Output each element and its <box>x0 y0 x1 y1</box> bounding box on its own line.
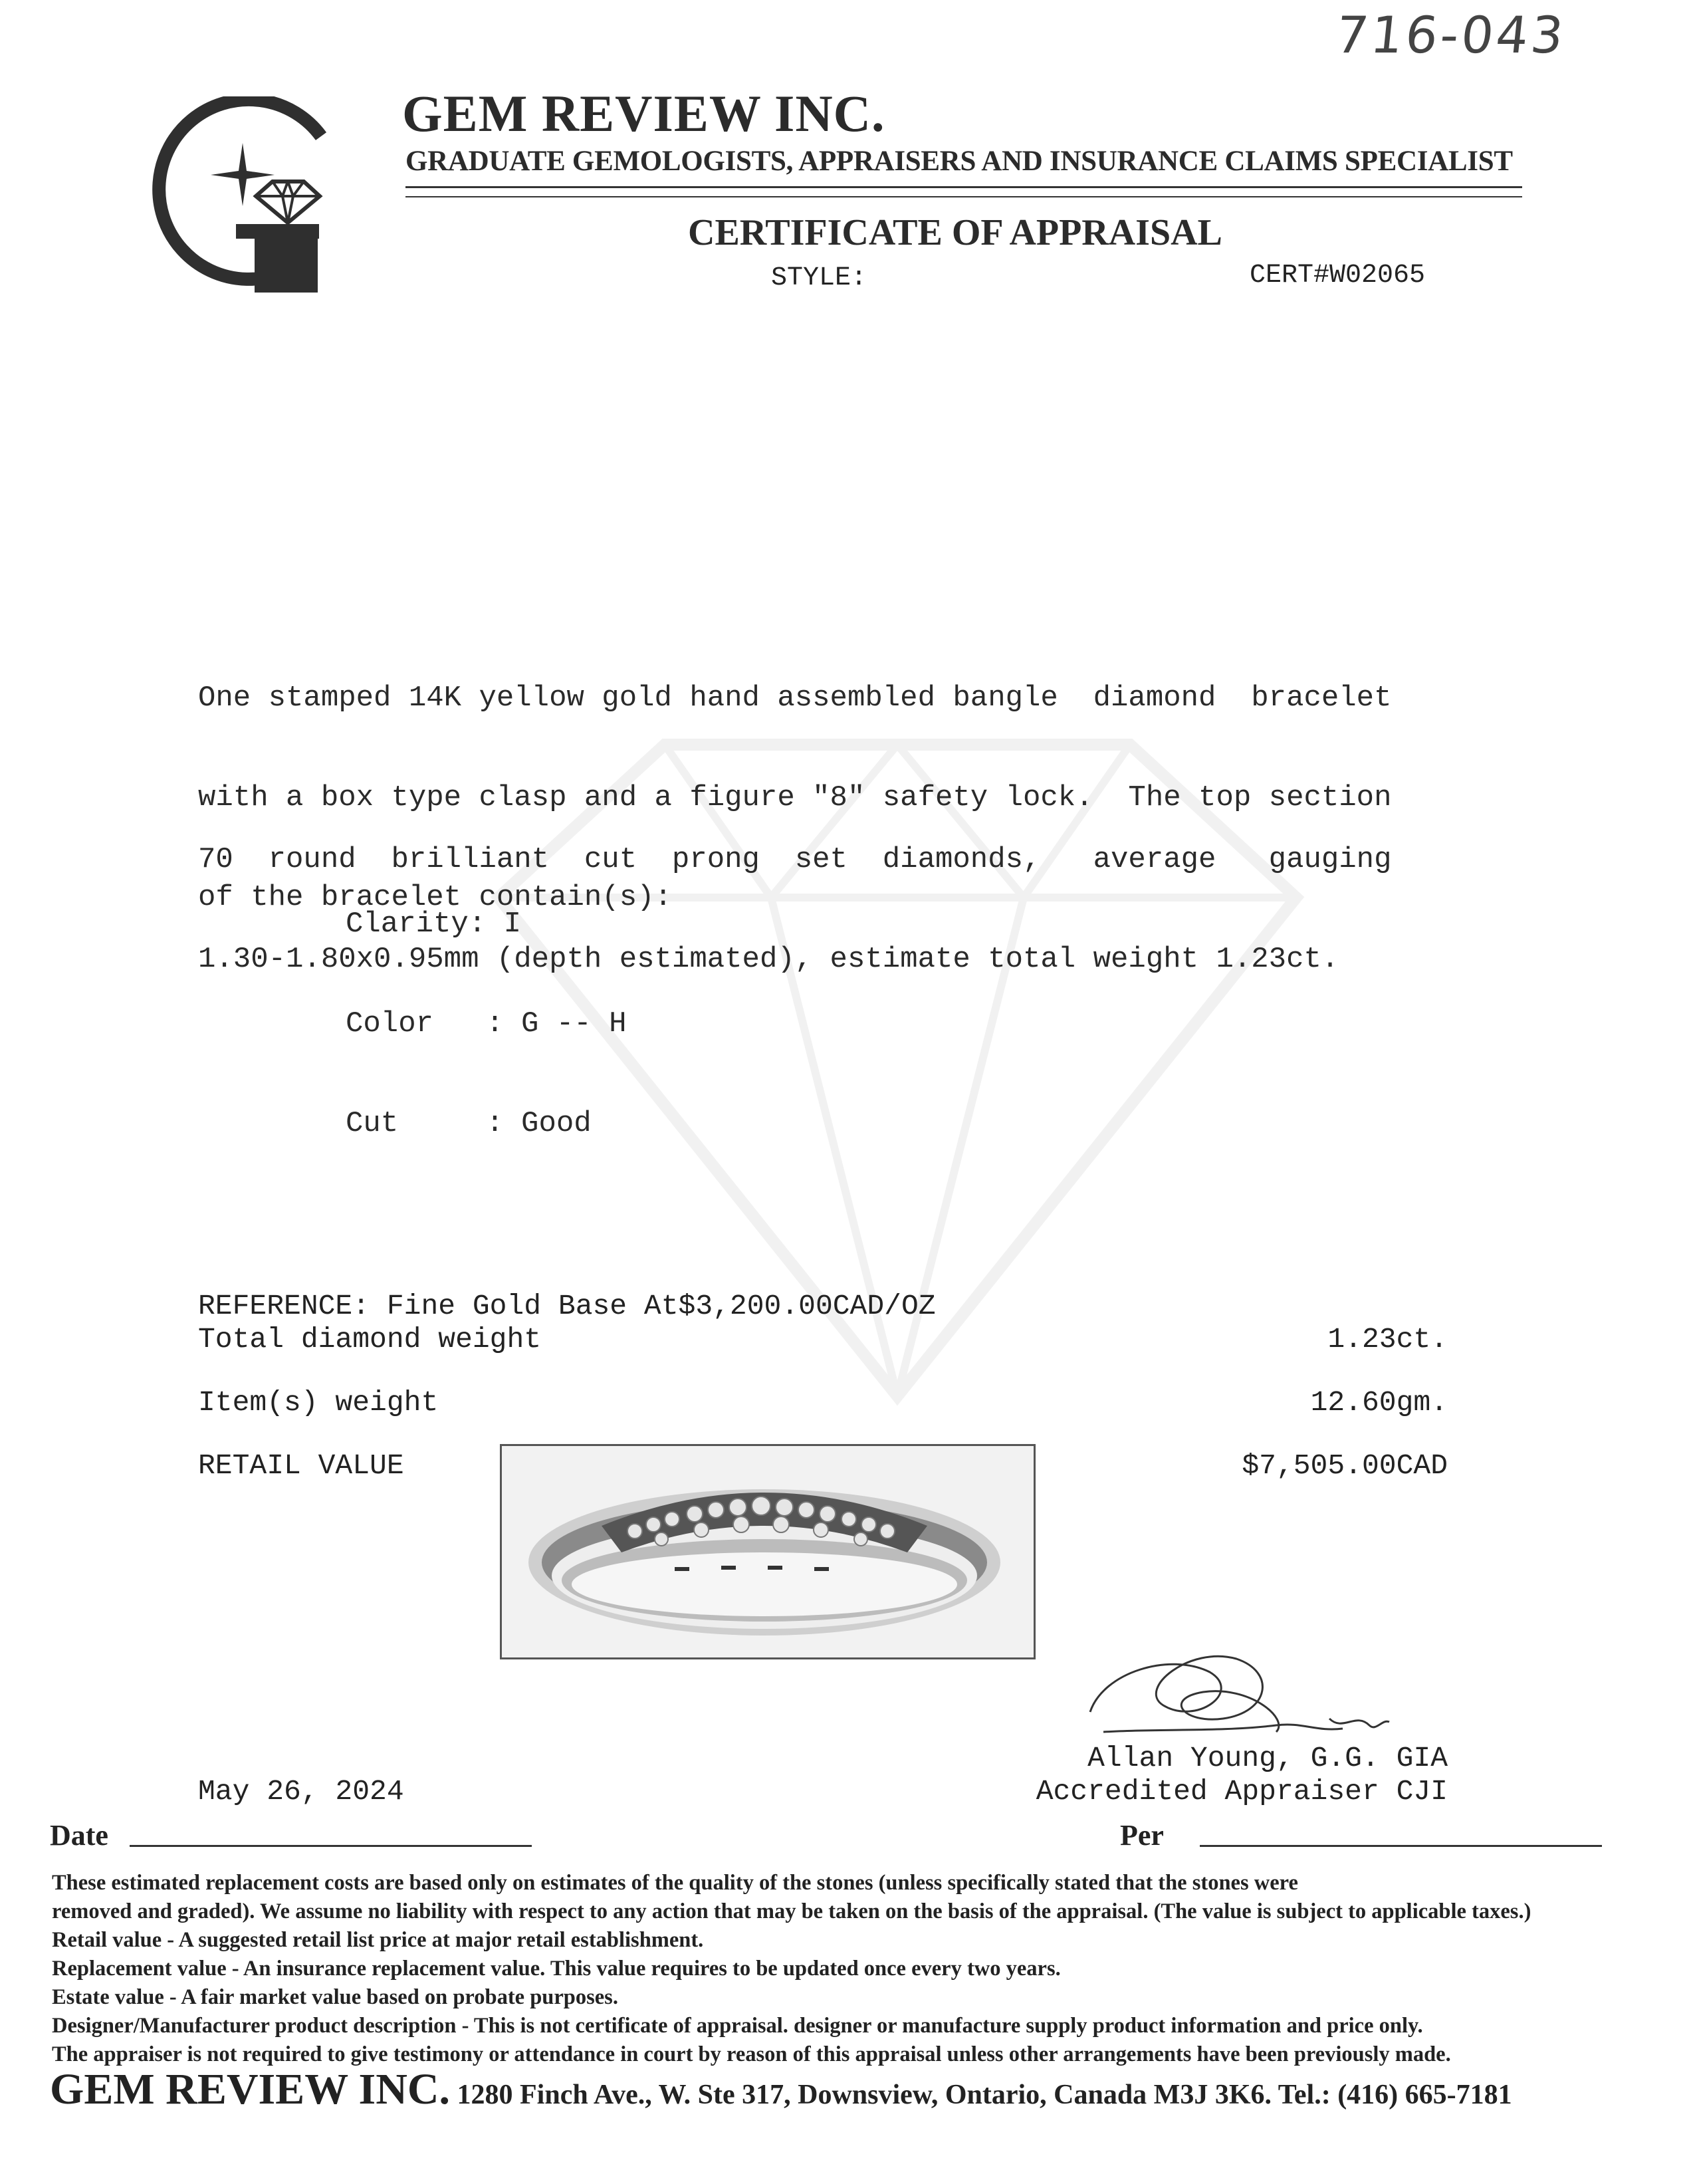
certificate-number: CERT#W02065 <box>1250 261 1426 291</box>
appraisal-date: May 26, 2024 <box>198 1775 404 1808</box>
color-grade: Color : G -- H <box>346 1007 627 1040</box>
handwritten-note: 716-043 <box>1333 5 1569 64</box>
diamond-line: 70 round brilliant cut prong set diamonds, average gauging <box>198 843 1392 876</box>
company-tagline: GRADUATE GEMOLOGISTS, APPRAISERS AND INSURANCE CLAIMS SPECIALIST <box>405 146 1513 177</box>
retail-value-label: RETAIL VALUE <box>198 1449 404 1482</box>
footer <box>50 2064 1512 2115</box>
description-line: of the bracelet contain(s): <box>198 881 672 914</box>
disclaimer-line: Designer/Manufacturer product description - This is not certificate of appraisal. designer or manufacture supply product information and price only. <box>52 2014 1423 2038</box>
item-weight-value: 12.60gm. <box>1310 1386 1448 1419</box>
header-divider <box>405 186 1522 197</box>
certificate-title: CERTIFICATE OF APPRAISAL <box>688 212 1222 253</box>
disclaimer-line: removed and graded). We assume no liability with respect to any action that may be taken on the basis of the appraisal. (The value is subject to applicable taxes.) <box>52 1899 1531 1923</box>
gem-g-logo-icon <box>150 96 342 296</box>
date-label: Date <box>50 1819 108 1852</box>
footer-company-name: GEM REVIEW INC. <box>50 2065 451 2114</box>
per-signature-line <box>1200 1845 1602 1847</box>
gold-reference: REFERENCE: Fine Gold Base At$3,200.00CAD/OZ <box>198 1290 936 1322</box>
bracelet-photo <box>500 1444 1036 1659</box>
disclaimer-line: Replacement value - An insurance replacement value. This value requires to be updated once every two years. <box>52 1957 1061 1981</box>
description-line: with a box type clasp and a figure "8" safety lock. The top section <box>198 781 1392 814</box>
diamond-grading <box>346 841 626 1173</box>
disclaimer-line: These estimated replacement costs are based only on estimates of the quality of the stones (unless specifically stated that the stones were <box>52 1871 1298 1895</box>
disclaimer-line: Estate value - A fair market value based on probate purposes. <box>52 1985 618 2009</box>
retail-value-amount: $7,505.00CAD <box>1242 1449 1448 1482</box>
date-signature-line <box>130 1845 532 1847</box>
description-line: One stamped 14K yellow gold hand assembled bangle diamond bracelet <box>198 681 1392 715</box>
appraiser-signature <box>1077 1632 1436 1752</box>
footer-address: 1280 Finch Ave., W. Ste 317, Downsview, Ontario, Canada M3J 3K6. Tel.: (416) 665-7181 <box>450 2080 1512 2110</box>
clarity-grade: Clarity: I <box>346 908 522 941</box>
company-name: GEM REVIEW INC. <box>402 84 885 142</box>
diamond-line: 1.30-1.80x0.95mm (depth estimated), estimate total weight 1.23ct. <box>198 943 1339 976</box>
bracelet-image <box>502 1446 1034 1657</box>
disclaimer-line: The appraiser is not required to give testimony or attendance in court by reason of this appraisal unless other arrangements have been previously made. <box>52 2042 1451 2066</box>
total-diamond-weight-label: Total diamond weight <box>198 1323 542 1356</box>
appraiser-name: Allan Young, G.G. GIA <box>1087 1742 1448 1774</box>
cut-grade: Cut : Good <box>346 1107 592 1140</box>
disclaimer-line: Retail value - A suggested retail list price at major retail establishment. <box>52 1928 704 1952</box>
total-diamond-weight-value: 1.23ct. <box>1327 1323 1448 1356</box>
appraiser-credential: Accredited Appraiser CJI <box>1036 1775 1448 1808</box>
item-weight-label: Item(s) weight <box>198 1386 439 1419</box>
per-label: Per <box>1120 1819 1164 1852</box>
style-label: STYLE: <box>771 263 867 293</box>
